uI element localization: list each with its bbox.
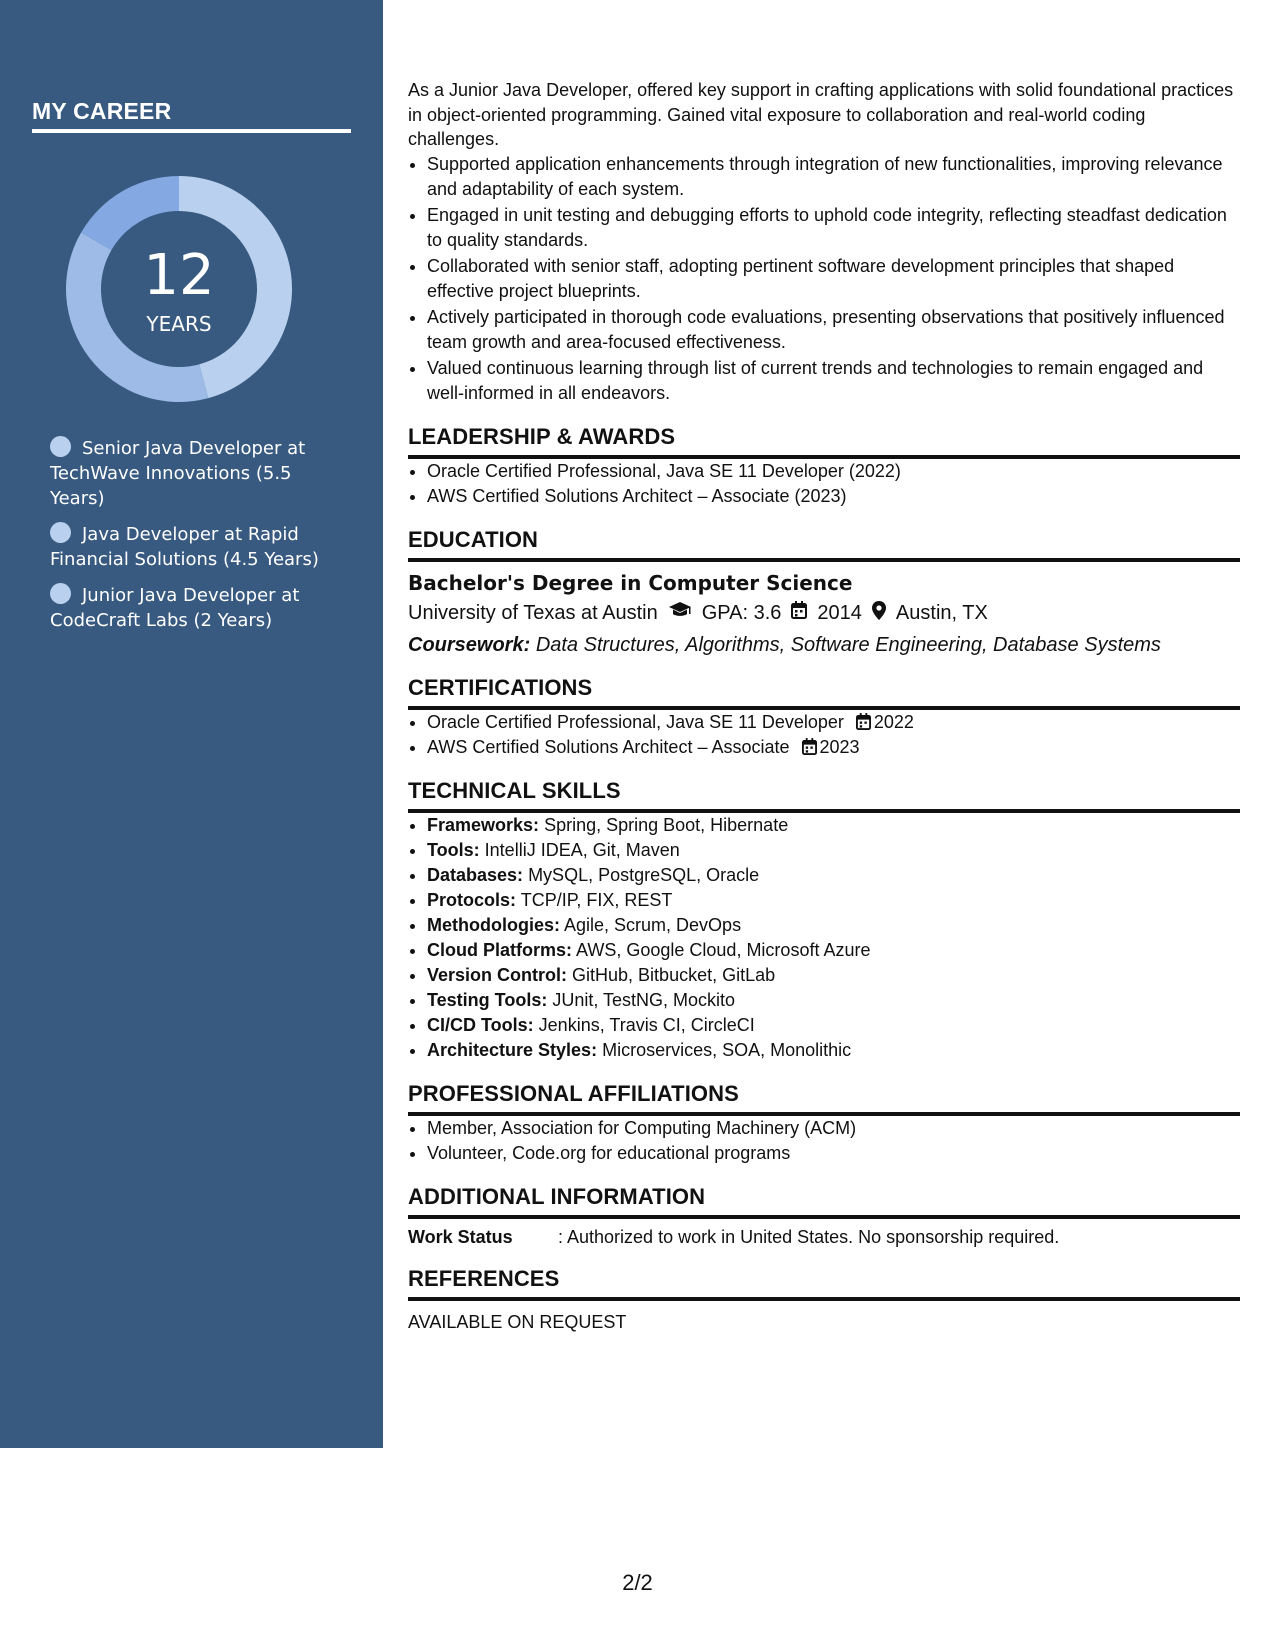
total-years-value: 12 xyxy=(143,243,215,308)
work-status-row xyxy=(408,1227,1240,1248)
work-status-value: : Authorized to work in United States. No sponsorship required. xyxy=(558,1226,1060,1247)
skill-value: Jenkins, Travis CI, CircleCI xyxy=(538,1014,755,1035)
leadership-item: • Oracle Certified Professional, Java SE 11 Developer (2022) xyxy=(427,459,1240,484)
experience-bullet: • Actively participated in thorough code evaluations, presenting observations that positively influenced team growth and area-focused effectiveness. xyxy=(427,305,1240,355)
skill-value: AWS, Google Cloud, Microsoft Azure xyxy=(576,939,871,960)
certification-year: 2023 xyxy=(819,736,860,757)
education-year: 2014 xyxy=(817,601,862,624)
career-item-text: Senior Java Developer at TechWave Innovations (5.5 Years) xyxy=(50,438,306,509)
education-coursework xyxy=(408,634,1240,657)
skill-label: Version Control: xyxy=(427,964,568,985)
skill-label: Protocols: xyxy=(427,889,517,910)
skill-label: Frameworks: xyxy=(427,814,540,835)
skill-value: TCP/IP, FIX, REST xyxy=(520,889,673,910)
references-text: AVAILABLE ON REQUEST xyxy=(408,1311,627,1332)
location-pin-icon xyxy=(872,601,886,626)
career-title: MY CAREER xyxy=(32,98,172,124)
calendar-icon xyxy=(856,713,871,730)
career-item xyxy=(50,436,330,511)
certification-name: AWS Certified Solutions Architect – Associate xyxy=(427,736,790,757)
sidebar xyxy=(0,0,383,1448)
coursework-label: Coursework: xyxy=(408,633,531,656)
skill-item xyxy=(427,963,1240,988)
career-title-rule xyxy=(32,129,351,133)
skill-item xyxy=(427,863,1240,888)
coursework-value: Data Structures, Algorithms, Software Engineering, Database Systems xyxy=(535,633,1161,656)
education-degree: Bachelor's Degree in Computer Science xyxy=(408,570,853,595)
skill-value: GitHub, Bitbucket, GitLab xyxy=(572,964,776,985)
calendar-icon xyxy=(802,738,817,755)
leadership-list xyxy=(408,459,1240,509)
skill-item xyxy=(427,1038,1240,1063)
affiliation-item: • Volunteer, Code.org for educational programs xyxy=(427,1141,1240,1166)
skill-item xyxy=(427,938,1240,963)
skill-value: IntelliJ IDEA, Git, Maven xyxy=(484,839,680,860)
certification-item xyxy=(427,735,1240,760)
certification-year: 2022 xyxy=(873,711,914,732)
career-dot-icon xyxy=(50,583,71,604)
certification-name: Oracle Certified Professional, Java SE 11 Developer xyxy=(427,711,844,732)
main-content xyxy=(408,78,1240,1333)
skills-list xyxy=(408,813,1240,1063)
skill-item xyxy=(427,913,1240,938)
skill-label: Architecture Styles: xyxy=(427,1039,598,1060)
career-item xyxy=(50,583,330,633)
skills-heading: TECHNICAL SKILLS xyxy=(408,778,1240,813)
career-dot-icon xyxy=(50,436,71,457)
experience-bullet: • Valued continuous learning through list of current trends and technologies to remain engaged and well-informed in all endeavors. xyxy=(427,356,1240,406)
graduation-cap-icon xyxy=(668,601,692,625)
page-number: 2/2 xyxy=(622,1570,653,1595)
certification-item xyxy=(427,710,1240,735)
experience-intro: As a Junior Java Developer, offered key support in crafting applications with solid foundational practices in object-oriented programming. Gained vital exposure to collaboration and real-world coding challenges. xyxy=(408,80,1234,149)
education-gpa: GPA: 3.6 xyxy=(701,601,782,624)
skill-label: Testing Tools: xyxy=(427,989,548,1010)
experience-bullet: • Collaborated with senior staff, adopting pertinent software development principles that shaped effective project blueprints. xyxy=(427,254,1240,304)
certifications-heading: CERTIFICATIONS xyxy=(408,675,1240,710)
affiliations-heading: PROFESSIONAL AFFILIATIONS xyxy=(408,1081,1240,1116)
career-dot-icon xyxy=(50,522,71,543)
skill-label: Tools: xyxy=(427,839,480,860)
skill-value: Agile, Scrum, DevOps xyxy=(564,914,742,935)
experience-bullet: • Engaged in unit testing and debugging efforts to uphold code integrity, reflecting steadfast dedication to quality standards. xyxy=(427,203,1240,253)
career-list xyxy=(50,436,330,644)
leadership-heading: LEADERSHIP & AWARDS xyxy=(408,424,1240,459)
skill-item xyxy=(427,988,1240,1013)
skill-label: CI/CD Tools: xyxy=(427,1014,534,1035)
skill-item xyxy=(427,1013,1240,1038)
skill-item xyxy=(427,838,1240,863)
skill-value: JUnit, TestNG, Mockito xyxy=(552,989,736,1010)
skill-value: MySQL, PostgreSQL, Oracle xyxy=(528,864,760,885)
skill-value: Spring, Spring Boot, Hibernate xyxy=(544,814,789,835)
experience-bullets xyxy=(408,152,1240,406)
education-school: University of Texas at Austin xyxy=(408,601,658,624)
skill-label: Databases: xyxy=(427,864,524,885)
total-years-label: YEARS xyxy=(146,312,212,336)
references-heading: REFERENCES xyxy=(408,1266,1240,1301)
leadership-item: • AWS Certified Solutions Architect – Associate (2023) xyxy=(427,484,1240,509)
skill-value: Microservices, SOA, Monolithic xyxy=(602,1039,852,1060)
skill-item xyxy=(427,888,1240,913)
education-location: Austin, TX xyxy=(895,601,988,624)
skill-item xyxy=(427,813,1240,838)
career-item xyxy=(50,522,330,572)
affiliation-item: • Member, Association for Computing Machinery (ACM) xyxy=(427,1116,1240,1141)
education-details xyxy=(408,601,1240,626)
work-status-label: Work Status xyxy=(408,1226,513,1247)
skill-label: Methodologies: xyxy=(427,914,560,935)
additional-heading: ADDITIONAL INFORMATION xyxy=(408,1184,1240,1219)
calendar-icon xyxy=(791,601,807,625)
skill-label: Cloud Platforms: xyxy=(427,939,573,960)
certifications-list xyxy=(408,710,1240,760)
education-heading: EDUCATION xyxy=(408,527,1240,562)
experience-bullet: • Supported application enhancements through integration of new functionalities, improving relevance and adaptability of each system. xyxy=(427,152,1240,202)
affiliations-list xyxy=(408,1116,1240,1166)
career-item-text: Java Developer at Rapid Financial Solutions (4.5 Years) xyxy=(50,524,319,570)
donut-segment xyxy=(81,176,179,250)
career-item-text: Junior Java Developer at CodeCraft Labs (2 Years) xyxy=(50,585,300,631)
